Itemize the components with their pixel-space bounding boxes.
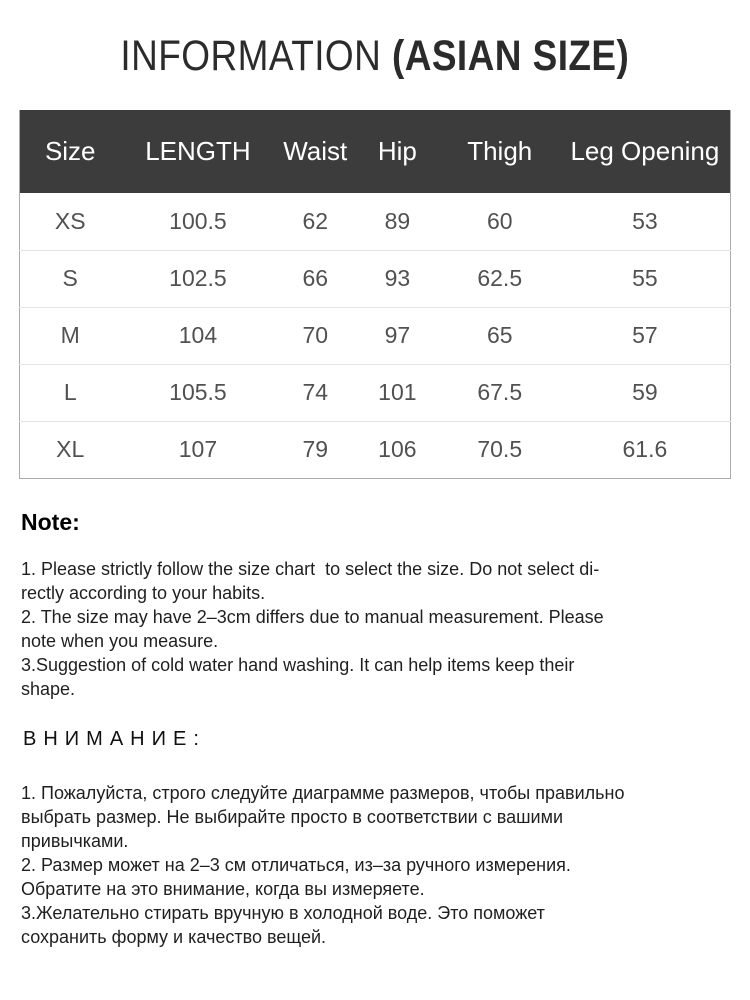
text-line: привычками. xyxy=(21,830,129,851)
size-table-body xyxy=(20,193,731,478)
value-cell: 101 xyxy=(355,364,440,421)
value-cell: 57 xyxy=(560,307,731,364)
col-header-hip: Hip xyxy=(355,110,440,193)
value-cell: 107 xyxy=(120,421,275,478)
value-cell: 55 xyxy=(560,250,731,307)
table-row xyxy=(20,250,731,307)
text-line: 1. Please strictly follow the size chart to select the size. Do not select di- xyxy=(21,558,600,579)
note-heading: Note: xyxy=(21,508,80,535)
size-cell: S xyxy=(20,250,121,307)
value-cell: 106 xyxy=(355,421,440,478)
size-cell: XS xyxy=(54,207,86,234)
text-line: 2. Размер может на 2–3 см отличаться, из–за ручного измерения. xyxy=(21,854,571,875)
title-information: INFORMATION xyxy=(120,32,393,80)
text-line: Обратите на это внимание, когда вы измеряете. xyxy=(21,878,425,899)
value-cell: 79 xyxy=(275,421,355,478)
col-header-leg-opening: Leg Opening xyxy=(560,110,731,193)
text-line: сохранить форму и качество вещей. xyxy=(21,926,327,947)
text-line: 2. The size may have 2–3cm differs due to manual measurement. Please xyxy=(21,606,604,627)
col-header-waist: Waist xyxy=(275,110,355,193)
value-cell: 70.5 xyxy=(440,421,560,478)
table-row xyxy=(20,364,731,421)
text-line: rectly according to your habits. xyxy=(21,582,266,603)
value-cell: 105.5 xyxy=(120,364,275,421)
value-cell: 61.6 xyxy=(560,421,731,478)
table-row xyxy=(20,307,731,364)
col-header-size: Size xyxy=(20,110,121,193)
size-cell: XL xyxy=(20,421,121,478)
title-asian-size: (ASIAN SIZE) xyxy=(392,32,630,80)
col-header-thigh: Thigh xyxy=(440,110,560,193)
text-line: 3.Suggestion of cold water hand washing. It can help items keep their xyxy=(21,654,575,675)
size-cell: L xyxy=(20,364,121,421)
text-line: shape. xyxy=(21,678,76,699)
value-cell: 74 xyxy=(275,364,355,421)
text-line: 1. Пожалуйста, строго следуйте диаграмме размеров, чтобы правильно xyxy=(21,782,625,803)
value-cell: 93 xyxy=(355,250,440,307)
text-line: выбрать размер. Не выбирайте просто в соответствии с вашими xyxy=(21,806,564,827)
text-line: 3.Желательно стирать вручную в холодной воде. Это поможет xyxy=(21,902,545,923)
value-cell: 104 xyxy=(120,307,275,364)
page-title xyxy=(19,0,731,78)
value-cell: 89 xyxy=(384,207,411,234)
col-header-length: LENGTH xyxy=(120,110,275,193)
attention-heading: ВНИМАНИЕ: xyxy=(23,727,206,750)
value-cell: 67.5 xyxy=(440,364,560,421)
table-row xyxy=(20,421,731,478)
size-table-header xyxy=(20,110,731,193)
text-line: note when you measure. xyxy=(21,630,219,651)
size-table-header-row xyxy=(20,110,731,193)
note-text xyxy=(19,557,731,701)
size-chart-table xyxy=(19,110,731,479)
attention-text xyxy=(19,781,731,949)
value-cell: 62 xyxy=(302,207,329,234)
page-title-text xyxy=(121,34,630,78)
value-cell: 62.5 xyxy=(440,250,560,307)
value-cell: 65 xyxy=(440,307,560,364)
value-cell: 70 xyxy=(275,307,355,364)
value-cell: 53 xyxy=(632,207,658,234)
table-row xyxy=(20,193,731,250)
value-cell: 102.5 xyxy=(120,250,275,307)
value-cell: 59 xyxy=(560,364,731,421)
value-cell: 66 xyxy=(275,250,355,307)
value-cell: 60 xyxy=(486,207,513,234)
value-cell: 100.5 xyxy=(169,207,227,234)
value-cell: 97 xyxy=(355,307,440,364)
size-cell: M xyxy=(20,307,121,364)
